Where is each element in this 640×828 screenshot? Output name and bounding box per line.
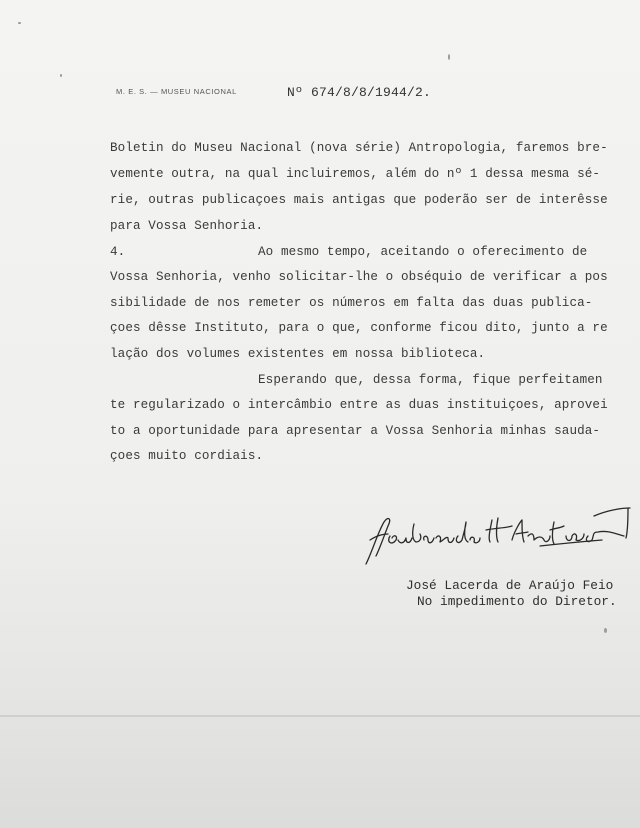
body-line: Boletin do Museu Nacional (nova série) Antropologia, faremos bre-: [110, 141, 608, 155]
body-line: Esperando que, dessa forma, fique perfeitamen: [258, 373, 603, 387]
body-line: sibilidade de nos remeter os números em falta das duas publica-: [110, 296, 593, 310]
paper-speck: [604, 628, 607, 633]
handwritten-signature: [362, 496, 634, 570]
body-line: to a oportunidade para apresentar a Vossa Senhoria minhas sauda-: [110, 424, 601, 438]
page-fold: [0, 715, 640, 717]
body-line: rie, outras publicaçoes mais antigas que poderão ser de interêsse: [110, 193, 608, 207]
body-line: para Vossa Senhoria.: [110, 219, 264, 233]
letterhead: M. E. S. — MUSEU NACIONAL: [116, 87, 237, 96]
body-line: Vossa Senhoria, venho solicitar-lhe o obséquio de verificar a pos: [110, 270, 608, 284]
body-line: lação dos volumes existentes em nossa biblioteca.: [110, 347, 486, 361]
body-line: çoes muito cordiais.: [110, 449, 264, 463]
paragraph-number: 4.: [110, 245, 126, 259]
paper-speck: [60, 74, 62, 77]
body-line: te regularizado o intercâmbio entre as duas instituiçoes, aprovei: [110, 398, 608, 412]
body-line: çoes dêsse Instituto, para o que, conforme ficou dito, junto a re: [110, 321, 608, 335]
paper-speck: [448, 54, 450, 60]
body-line: Ao mesmo tempo, aceitando o oferecimento de: [258, 245, 588, 259]
signer-name: José Lacerda de Araújo Feio: [406, 578, 614, 593]
signer-title: No impedimento do Diretor.: [417, 594, 617, 609]
paper-speck: [18, 22, 21, 24]
body-line: vemente outra, na qual incluiremos, além do nº 1 dessa mesma sé-: [110, 167, 601, 181]
reference-number: Nº 674/8/8/1944/2.: [287, 85, 432, 100]
